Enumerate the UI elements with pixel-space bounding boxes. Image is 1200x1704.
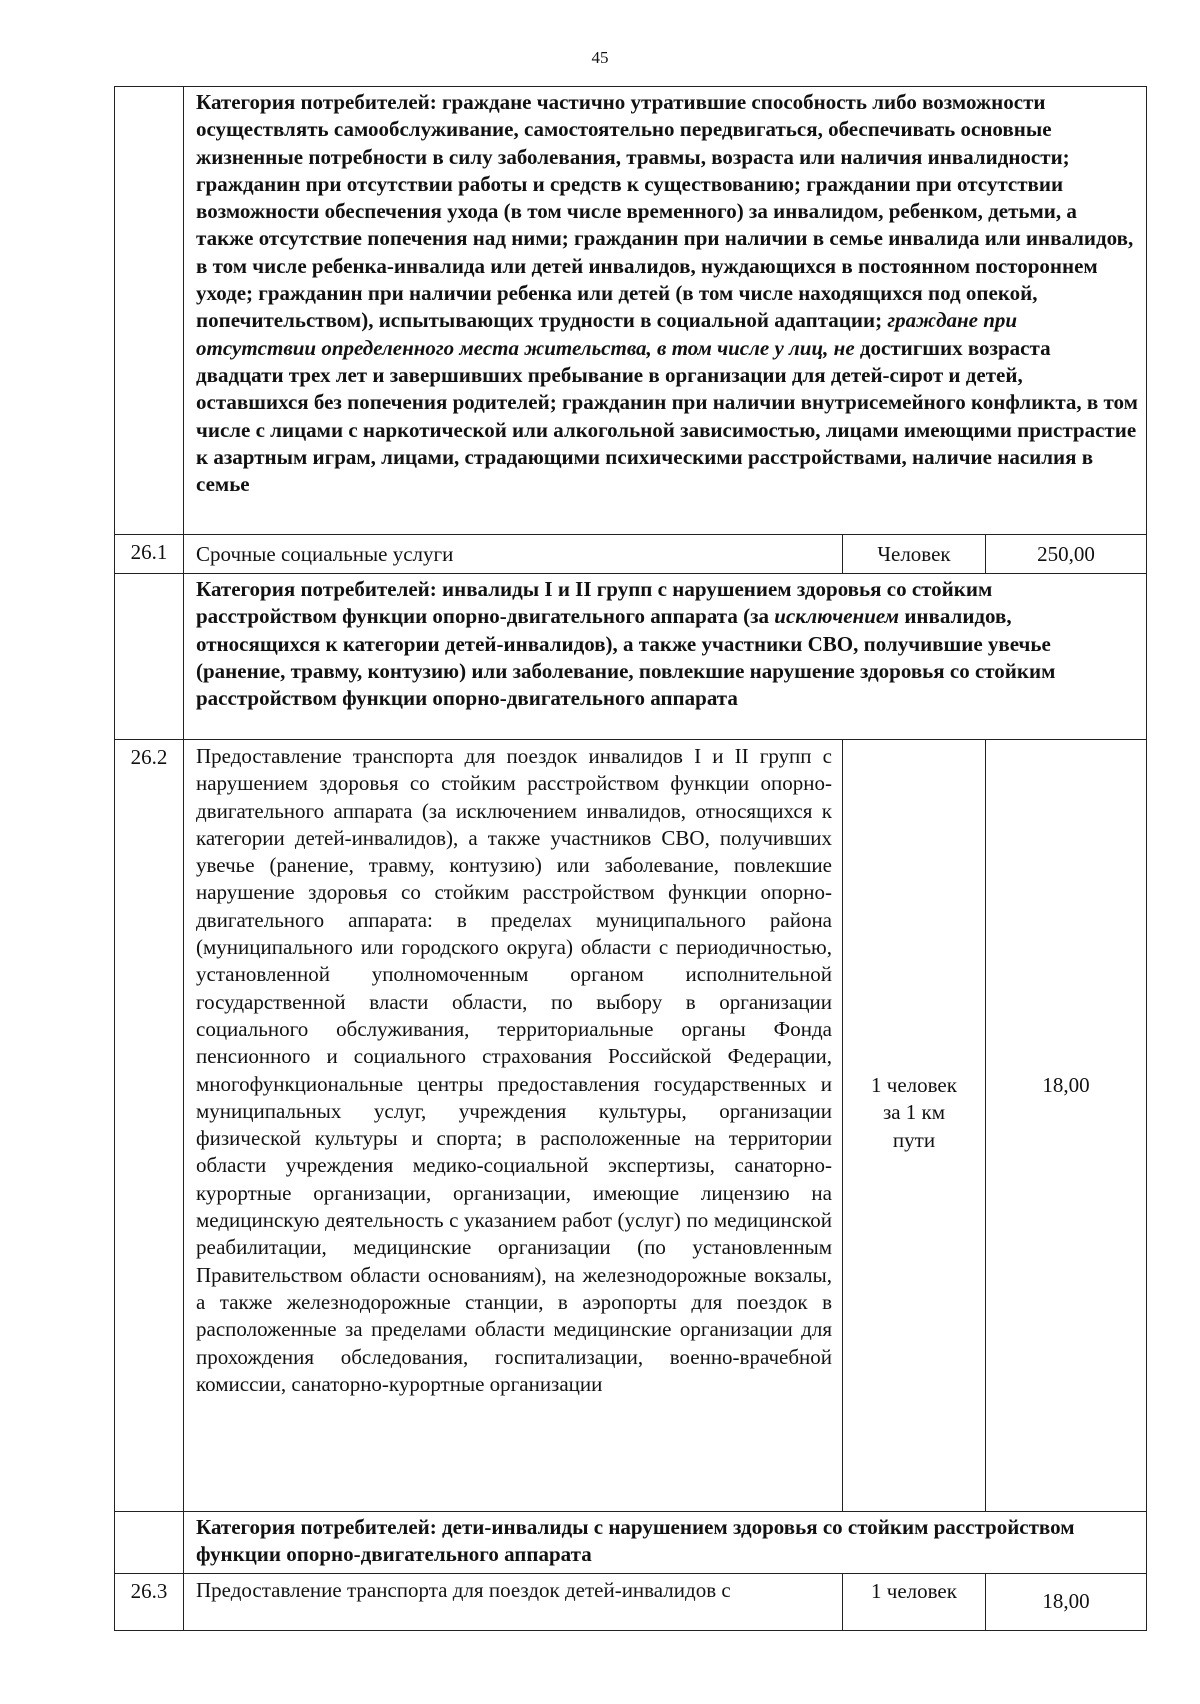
service-description: Предоставление транспорта для поездок детей-инвалидов с	[184, 1574, 843, 1631]
category-num-cell	[115, 87, 184, 535]
price-cell: 18,00	[986, 1574, 1147, 1631]
price-cell: 18,00	[986, 740, 1147, 1512]
unit-cell: 1 человек за 1 км пути	[843, 740, 986, 1512]
category-cell	[184, 87, 1147, 535]
price-cell: 250,00	[986, 535, 1147, 574]
category-text-italic: исключением	[769, 604, 900, 629]
category-text-italic: граждане при отсутствии определенного места жительства, в том числе у лиц, не	[196, 308, 1018, 360]
category-row-3	[115, 1512, 1147, 1574]
category-row-1	[115, 87, 1147, 535]
page-number: 45	[591, 48, 609, 67]
category-text: Категория потребителей: граждане частично утратившие способность либо возможности осуществлять самообслуживание, самостоятельно передвигаться, обеспечивать основные жизненные потребности в силу заболевания, травмы, возраста или наличия инвалидности; гражданин при отсутствии работы и средств к существованию; граждании при отсутствии возможности обеспечения ухода (в том числе временного) за инвалидом, ребенком, детьми, а также отсутствие попечения над ними; гражданин при наличии в семье инвалида или инвалидов, в том числе ребенка-инвалида или детей инвалидов, нуждающихся в постоянном постороннем уходе; гражданин при наличии ребенка или детей (в том числе находящихся под опекой, попечительством), испытывающих трудности в социальной адаптации;	[196, 90, 1134, 333]
unit-cell: 1 человек	[843, 1574, 986, 1631]
tariff-table	[114, 86, 1147, 1631]
category-num-cell	[115, 574, 184, 740]
service-description: Срочные социальные услуги	[184, 535, 843, 574]
category-text-end: инвалидов, относящихся к категории детей-инвалидов), а также участники СВО, получившие увечье (ранение, травму, контузию) или заболевание, повлекшие нарушение здоровья со стойким расстройством функции опорно-двигательного аппарата	[196, 604, 1056, 711]
row-number: 26.1	[115, 535, 184, 574]
category-cell	[184, 574, 1147, 740]
category-cell: Категория потребителей: дети-инвалиды с нарушением здоровья со стойким расстройством функции опорно-двигательного аппарата	[184, 1512, 1147, 1574]
service-description: Предоставление транспорта для поездок инвалидов I и II групп с нарушением здоровья со стойким расстройством функции опорно-двигательного аппарата (за исключением инвалидов, относящихся к категории детей-инвалидов), а также участников СВО, получивших увечье (ранение, травму, контузию) или заболевание, повлекшие нарушение здоровья со стойким расстройством функции опорно-двигательного аппарата: в пределах муниципального района (муниципального или городского округа) области с периодичностью, установленной уполномоченным органом исполнительной государственной власти области, по выбору в организации социального обслуживания, территориальные органы Фонда пенсионного и социального страхования Российской Федерации, многофункциональные центры предоставления государственных и муниципальных услуг, учреждения культуры, организации физической культуры и спорта; в расположенные на территории области учреждения медико-социальной экспертизы, санаторно-курортные организации, организации, имеющие лицензию на медицинскую деятельность с указанием работ (услуг) по медицинской реабилитации, медицинские организации (по установленным Правительством области основаниям), на железнодорожные вокзалы, а также железнодорожные станции, в аэропорты для поездок в расположенные за пределами области медицинские организации для прохождения обследования, госпитализации, военно-врачебной комиссии, санаторно-курортные организации	[184, 740, 843, 1512]
row-number: 26.2	[115, 740, 184, 1512]
row-number: 26.3	[115, 1574, 184, 1631]
unit-cell: Человек	[843, 535, 986, 574]
category-text: Категория потребителей: инвалиды I и II групп с нарушением здоровья со стойким расстройством функции опорно-двигательного аппарата (за	[196, 577, 993, 629]
table-row	[115, 740, 1147, 1512]
category-num-cell	[115, 1512, 184, 1574]
category-row-2	[115, 574, 1147, 740]
table-row	[115, 535, 1147, 574]
table-row	[115, 1574, 1147, 1631]
category-text-end: достигших возраста двадцати трех лет и завершивших пребывание в организации для детей-сирот и детей, оставшихся без попечения родителей; гражданин при наличии внутрисемейного конфликта, в том числе с лицами с наркотической или алкогольной зависимостью, лицами имеющими пристрастие к азартным играм, лицами, страдающими психическими расстройствами, наличие насилия в семье	[196, 335, 1138, 497]
